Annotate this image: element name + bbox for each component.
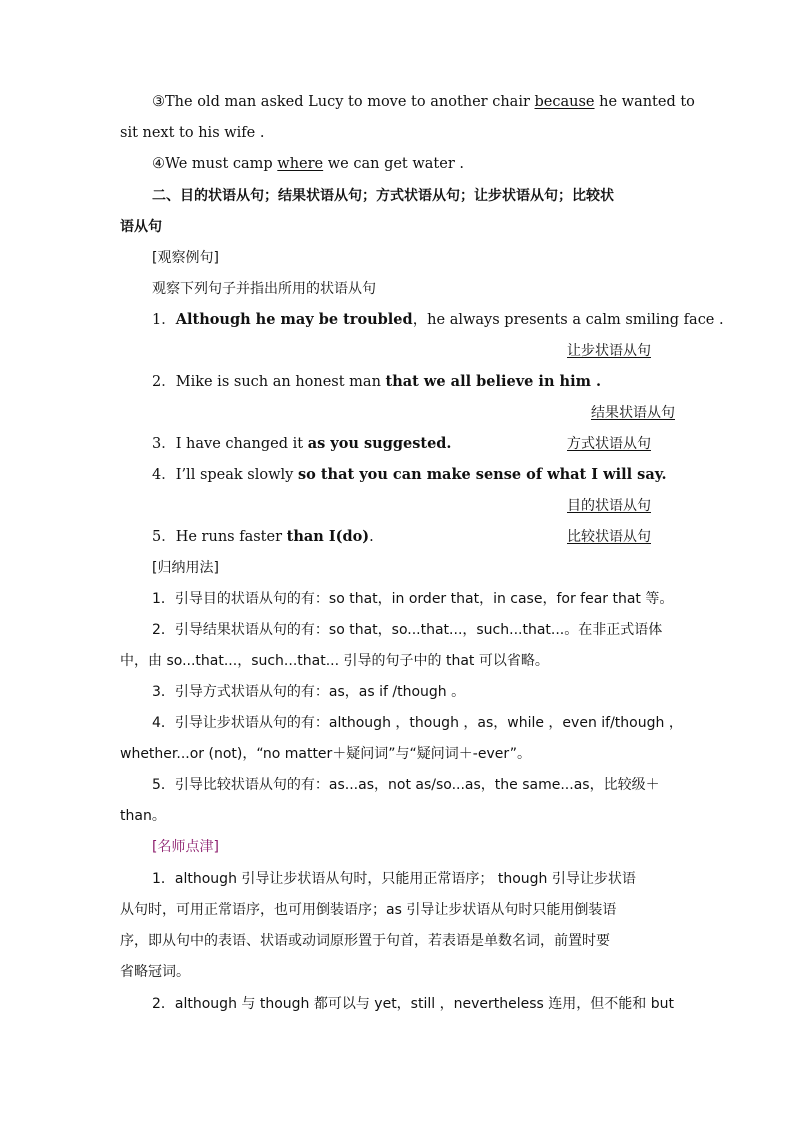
example-4: ④We must camp where we can get water .	[152, 156, 464, 172]
sentence-5: 5．He runs faster than I(do).	[152, 528, 374, 545]
answer-5: 比较状语从句	[567, 529, 651, 545]
underlined-because: because	[534, 94, 595, 110]
usage-5-cont: than。	[120, 808, 166, 824]
underlined-where: where	[277, 156, 324, 172]
example-3: ③The old man asked Lucy to move to another chair because he wanted to	[152, 94, 695, 110]
tip-1-line-3: 序，即从句中的表语、状语或动词原形置于句首，若表语是单数名词，前置时要	[120, 933, 610, 949]
tip-1: 1．although 引导让步状语从句时，只能用正常语序； though 引导让步状语	[152, 871, 636, 887]
tip-1-line-2: 从句时，可用正常语序，也可用倒装语序；as 引导让步状语从句时只能用倒装语	[120, 902, 617, 918]
usage-5: 5．引导比较状语从句的有：as...as，not as/so...as，the same...as，比较级＋	[152, 777, 660, 793]
usage-2-cont: 中，由 so...that...，such...that... 引导的句子中的 that 可以省略。	[120, 653, 549, 669]
usage-3: 3．引导方式状语从句的有：as，as if /though 。	[152, 684, 466, 700]
sentence-2: 2．Mike is such an honest man that we all believe in him .	[152, 373, 602, 390]
sentence-3: 3．I have changed it as you suggested.	[152, 435, 452, 452]
observe-label: [观察例句]	[152, 250, 219, 266]
section-heading-cont: 语从句	[120, 219, 162, 235]
answer-3: 方式状语从句	[567, 436, 651, 452]
tip-1-line-4: 省略冠词。	[120, 964, 190, 980]
answer-1: 让步状语从句	[567, 343, 651, 359]
usage-4-cont: whether...or (not)，“no matter＋疑问词”与“疑问词＋-ever”。	[120, 746, 531, 762]
answer-4: 目的状语从句	[567, 498, 651, 514]
example-3-cont: sit next to his wife .	[120, 125, 265, 141]
section-heading: 二、目的状语从句；结果状语从句；方式状语从句；让步状语从句；比较状	[152, 188, 614, 204]
tip-2: 2．although 与 though 都可以与 yet，still ，nevertheless 连用，但不能和 but	[152, 996, 674, 1012]
answer-2: 结果状语从句	[591, 405, 675, 421]
summary-label: [归纳用法]	[152, 560, 219, 576]
usage-2: 2．引导结果状语从句的有：so that，so...that...，such...that...。在非正式语体	[152, 622, 663, 638]
sentence-1: 1．Although he may be troubled，he always presents a calm smiling face .	[152, 311, 724, 328]
sentence-4: 4．I’ll speak slowly so that you can make sense of what I will say.	[152, 466, 667, 483]
observe-instruction: 观察下列句子并指出所用的状语从句	[152, 281, 376, 297]
usage-4: 4．引导让步状语从句的有：although ，though ，as，while ，even if/though ，	[152, 715, 683, 731]
usage-1: 1．引导目的状语从句的有：so that，in order that，in case，for fear that 等。	[152, 591, 674, 607]
tips-label: [名师点津]	[152, 839, 219, 855]
